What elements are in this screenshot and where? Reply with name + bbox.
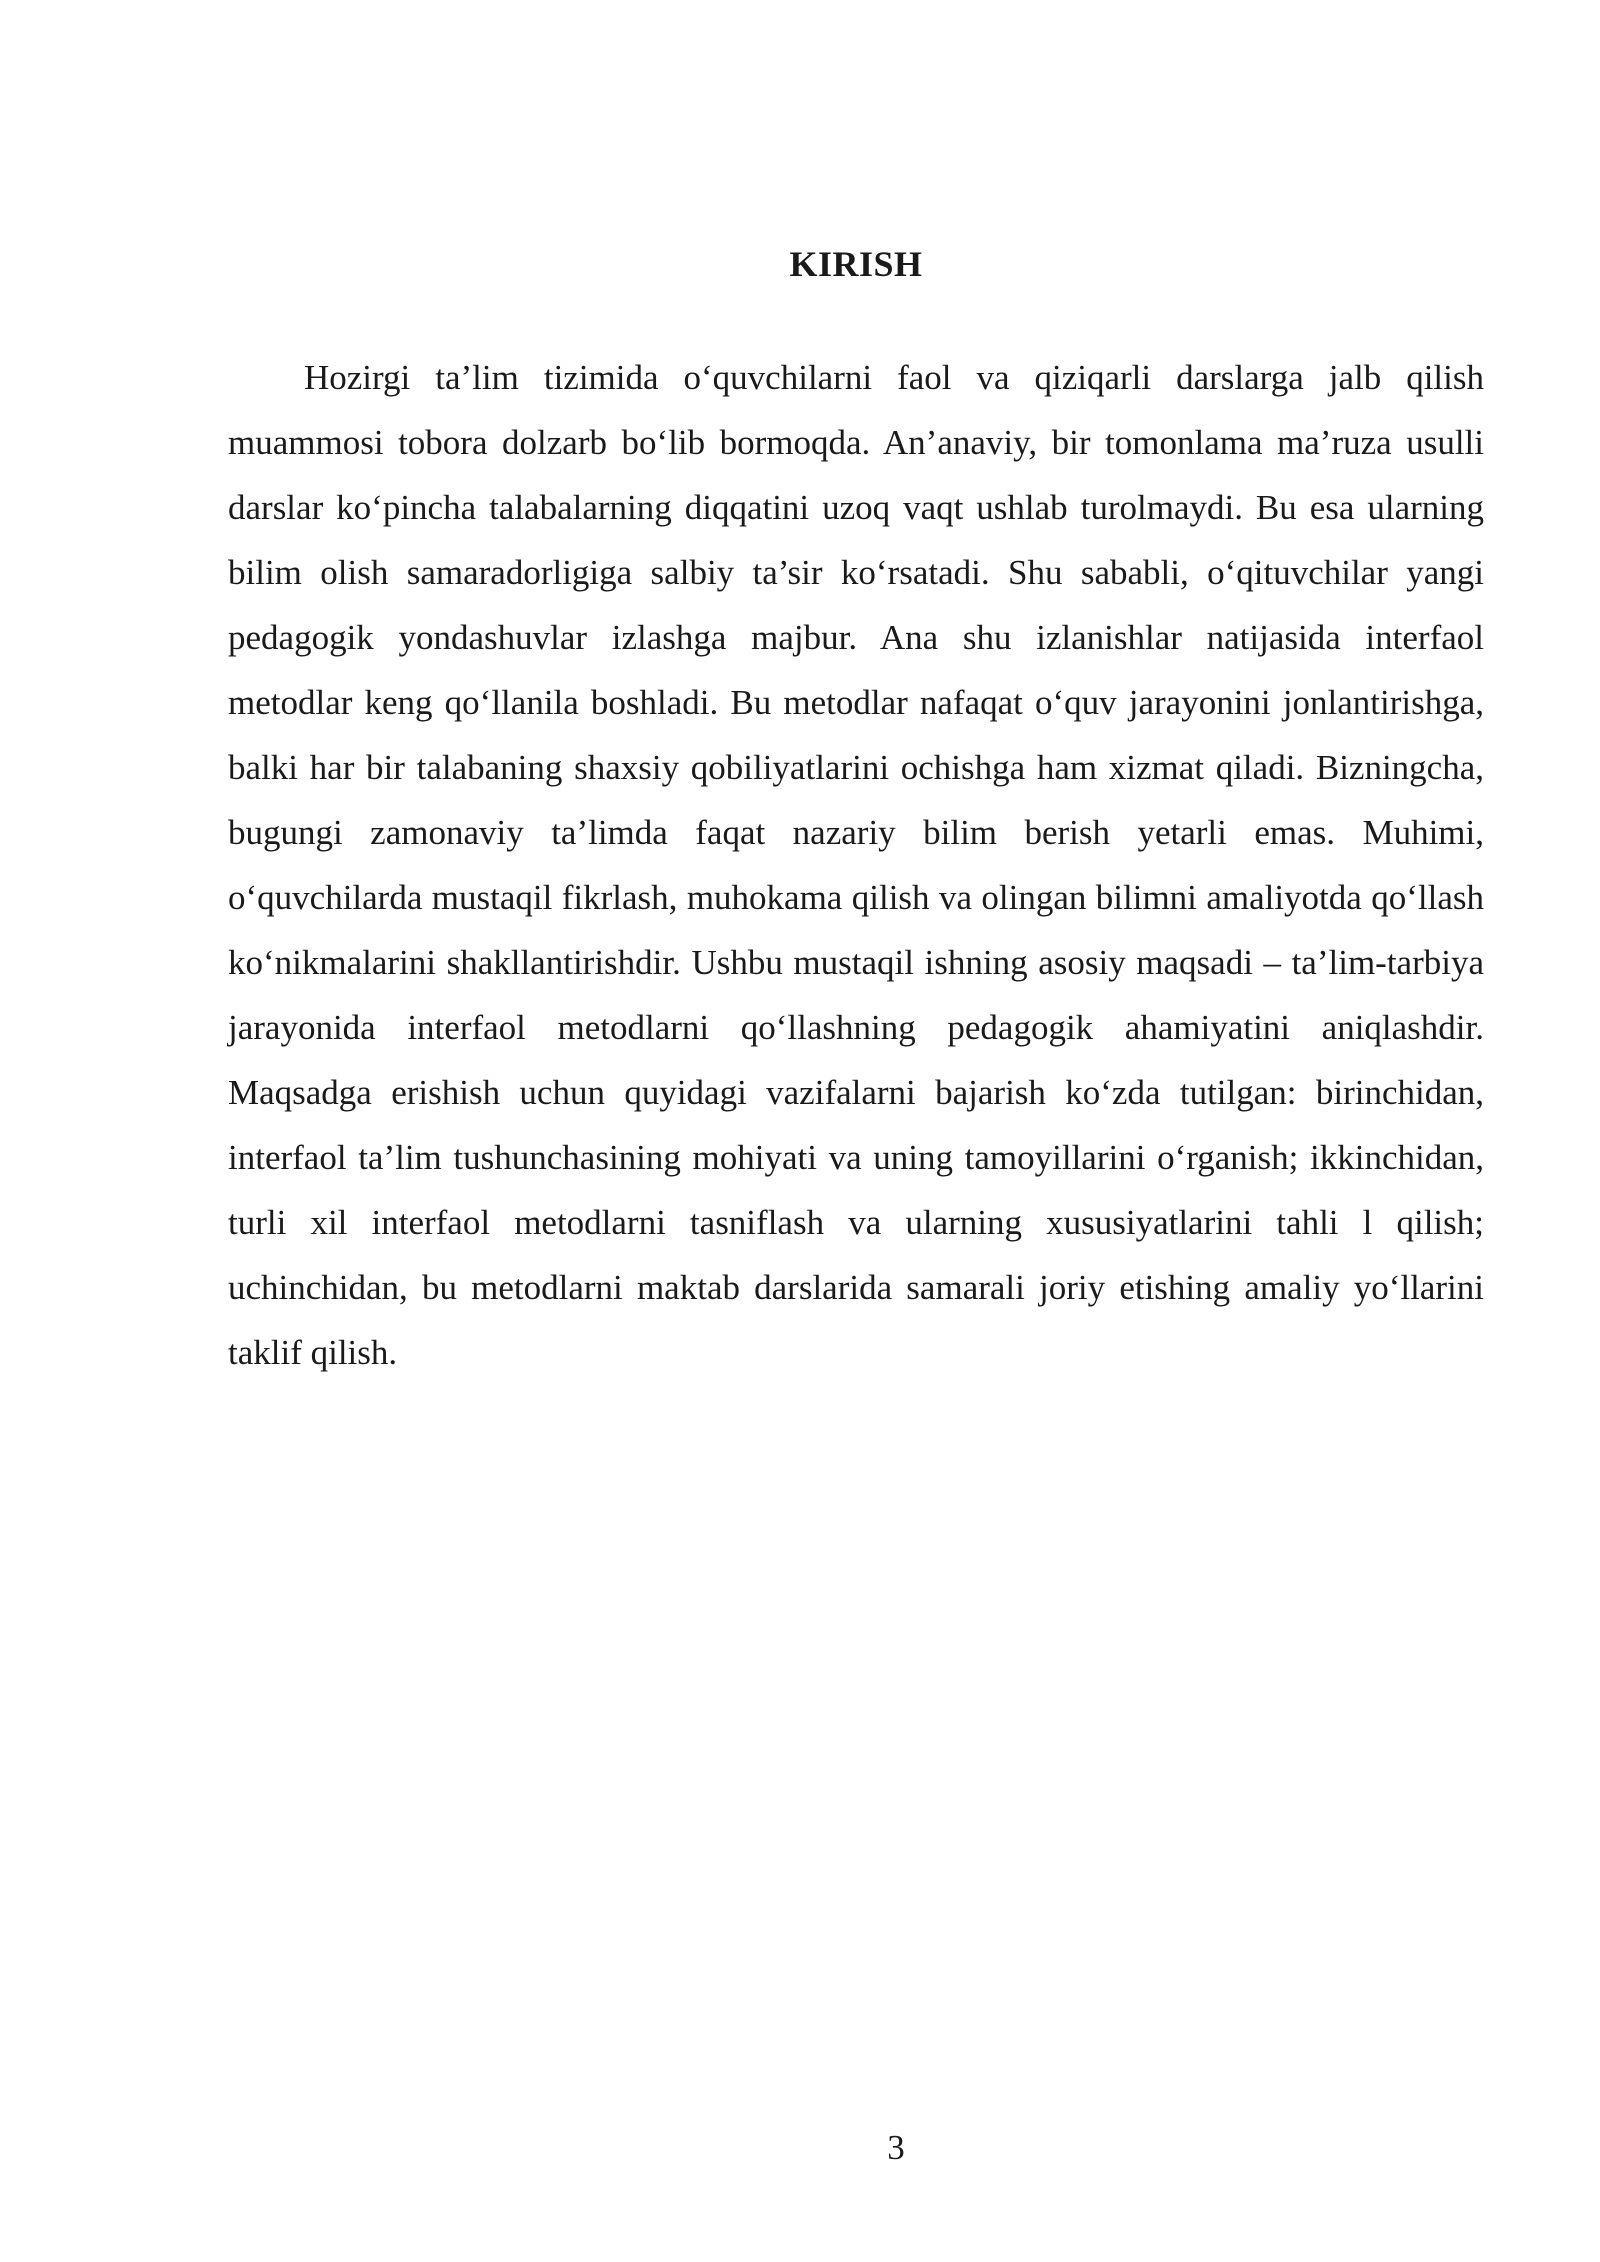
intro-paragraph: Hozirgi ta’lim tizimida o‘quvchilarni faol va qiziqarli darslarga jalb qilish muammosi tobora dolzarb bo‘lib bormoqda. An’anaviy, bir tomonlama ma’ruza usulli darslar ko‘pincha talabalarning diqqatini uzoq vaqt ushlab turolmaydi. Bu esa ularning bilim olish samaradorligiga salbiy ta’sir ko‘rsatadi. Shu sababli, o‘qituvchilar yangi pedagogik yondashuvlar izlashga majbur. Ana shu izlanishlar natijasida interfaol metodlar keng qo‘llanila boshladi. Bu metodlar nafaqat o‘quv jarayonini jonlantirishga, balki har bir talabaning shaxsiy qobiliyatlarini ochishga ham xizmat qiladi. Bizningcha, bugungi zamonaviy ta’limda faqat nazariy bilim berish yetarli emas. Muhimi, o‘quvchilarda mustaqil fikrlash, muhokama qilish va olingan bilimni amaliyotda qo‘llash ko‘nikmalarini shakllantirishdir. Ushbu mustaqil ishning asosiy maqsadi – ta’lim-tarbiya jarayonida interfaol metodlarni qo‘llashning pedagogik ahamiyatini aniqlashdir. Maqsadga erishish uchun quyidagi vazifalarni bajarish ko‘zda tutilgan: birinchidan, interfaol ta’lim tushunchasining mohiyati va uning tamoyillarini o‘rganish; ikkinchidan, turli xil interfaol metodlarni tasniflash va ularning xususiyatlarini tahli l qilish; uchinchidan, bu metodlarni maktab darslarida samarali joriy etishing amaliy yo‘llarini taklif qilish.: [228, 358, 1484, 1372]
section-title: KIRISH: [789, 244, 923, 285]
page-number: 3: [887, 2128, 905, 2167]
